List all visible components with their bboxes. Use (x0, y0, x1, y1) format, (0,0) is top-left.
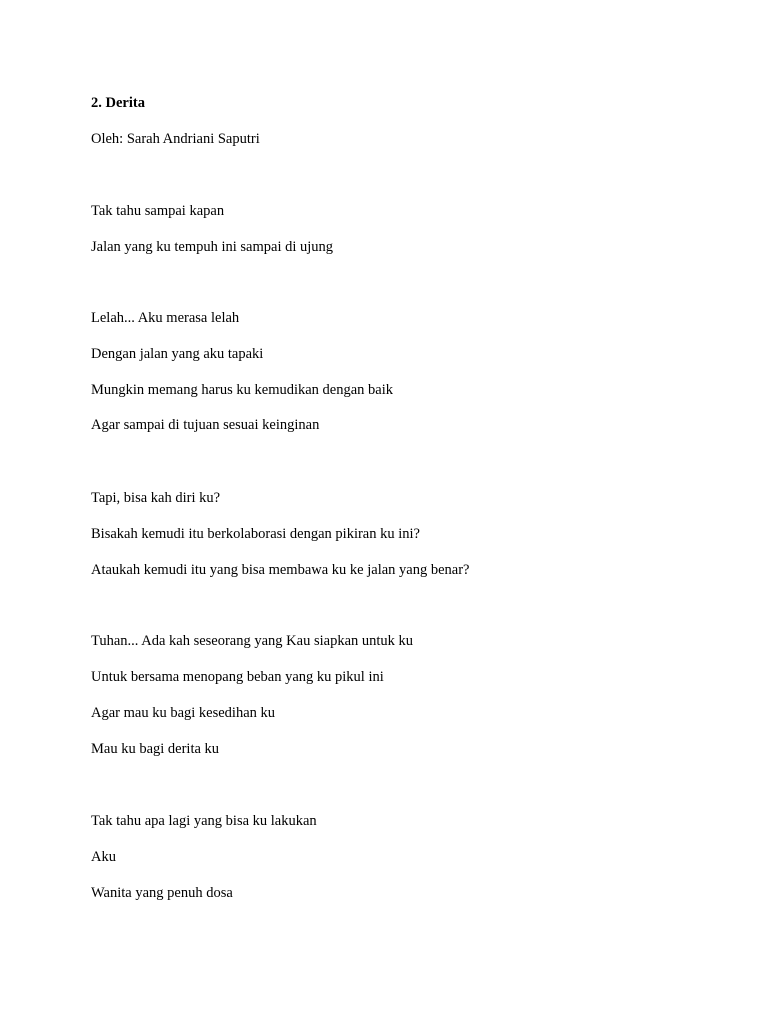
poem-line: Mungkin memang harus ku kemudikan dengan baik (91, 382, 394, 398)
poem-line: Ataukah kemudi itu yang bisa membawa ku ke jalan yang benar? (91, 562, 470, 578)
poem-line: Jalan yang ku tempuh ini sampai di ujung (91, 239, 334, 255)
poem-line: Tapi, bisa kah diri ku? (91, 490, 221, 506)
poem-line: Mau ku bagi derita ku (91, 741, 220, 757)
poem-line: Tak tahu apa lagi yang bisa ku lakukan (91, 813, 317, 829)
poem-line: Bisakah kemudi itu berkolaborasi dengan pikiran ku ini? (91, 526, 420, 542)
poem-line: Aku (91, 849, 116, 865)
poem-line: Untuk bersama menopang beban yang ku pikul ini (91, 669, 384, 685)
poem-title: 2. Derita (91, 95, 145, 111)
poem-line: Lelah... Aku merasa lelah (91, 310, 240, 326)
poem-line: Dengan jalan yang aku tapaki (91, 346, 264, 362)
poem-line: Agar mau ku bagi kesedihan ku (91, 705, 276, 721)
poem-author: Oleh: Sarah Andriani Saputri (91, 131, 260, 147)
poem-line: Wanita yang penuh dosa (91, 885, 233, 901)
poem-line: Tak tahu sampai kapan (91, 203, 225, 219)
poem-line: Agar sampai di tujuan sesuai keinginan (91, 417, 320, 433)
poem-line: Tuhan... Ada kah seseorang yang Kau siapkan untuk ku (91, 633, 414, 649)
